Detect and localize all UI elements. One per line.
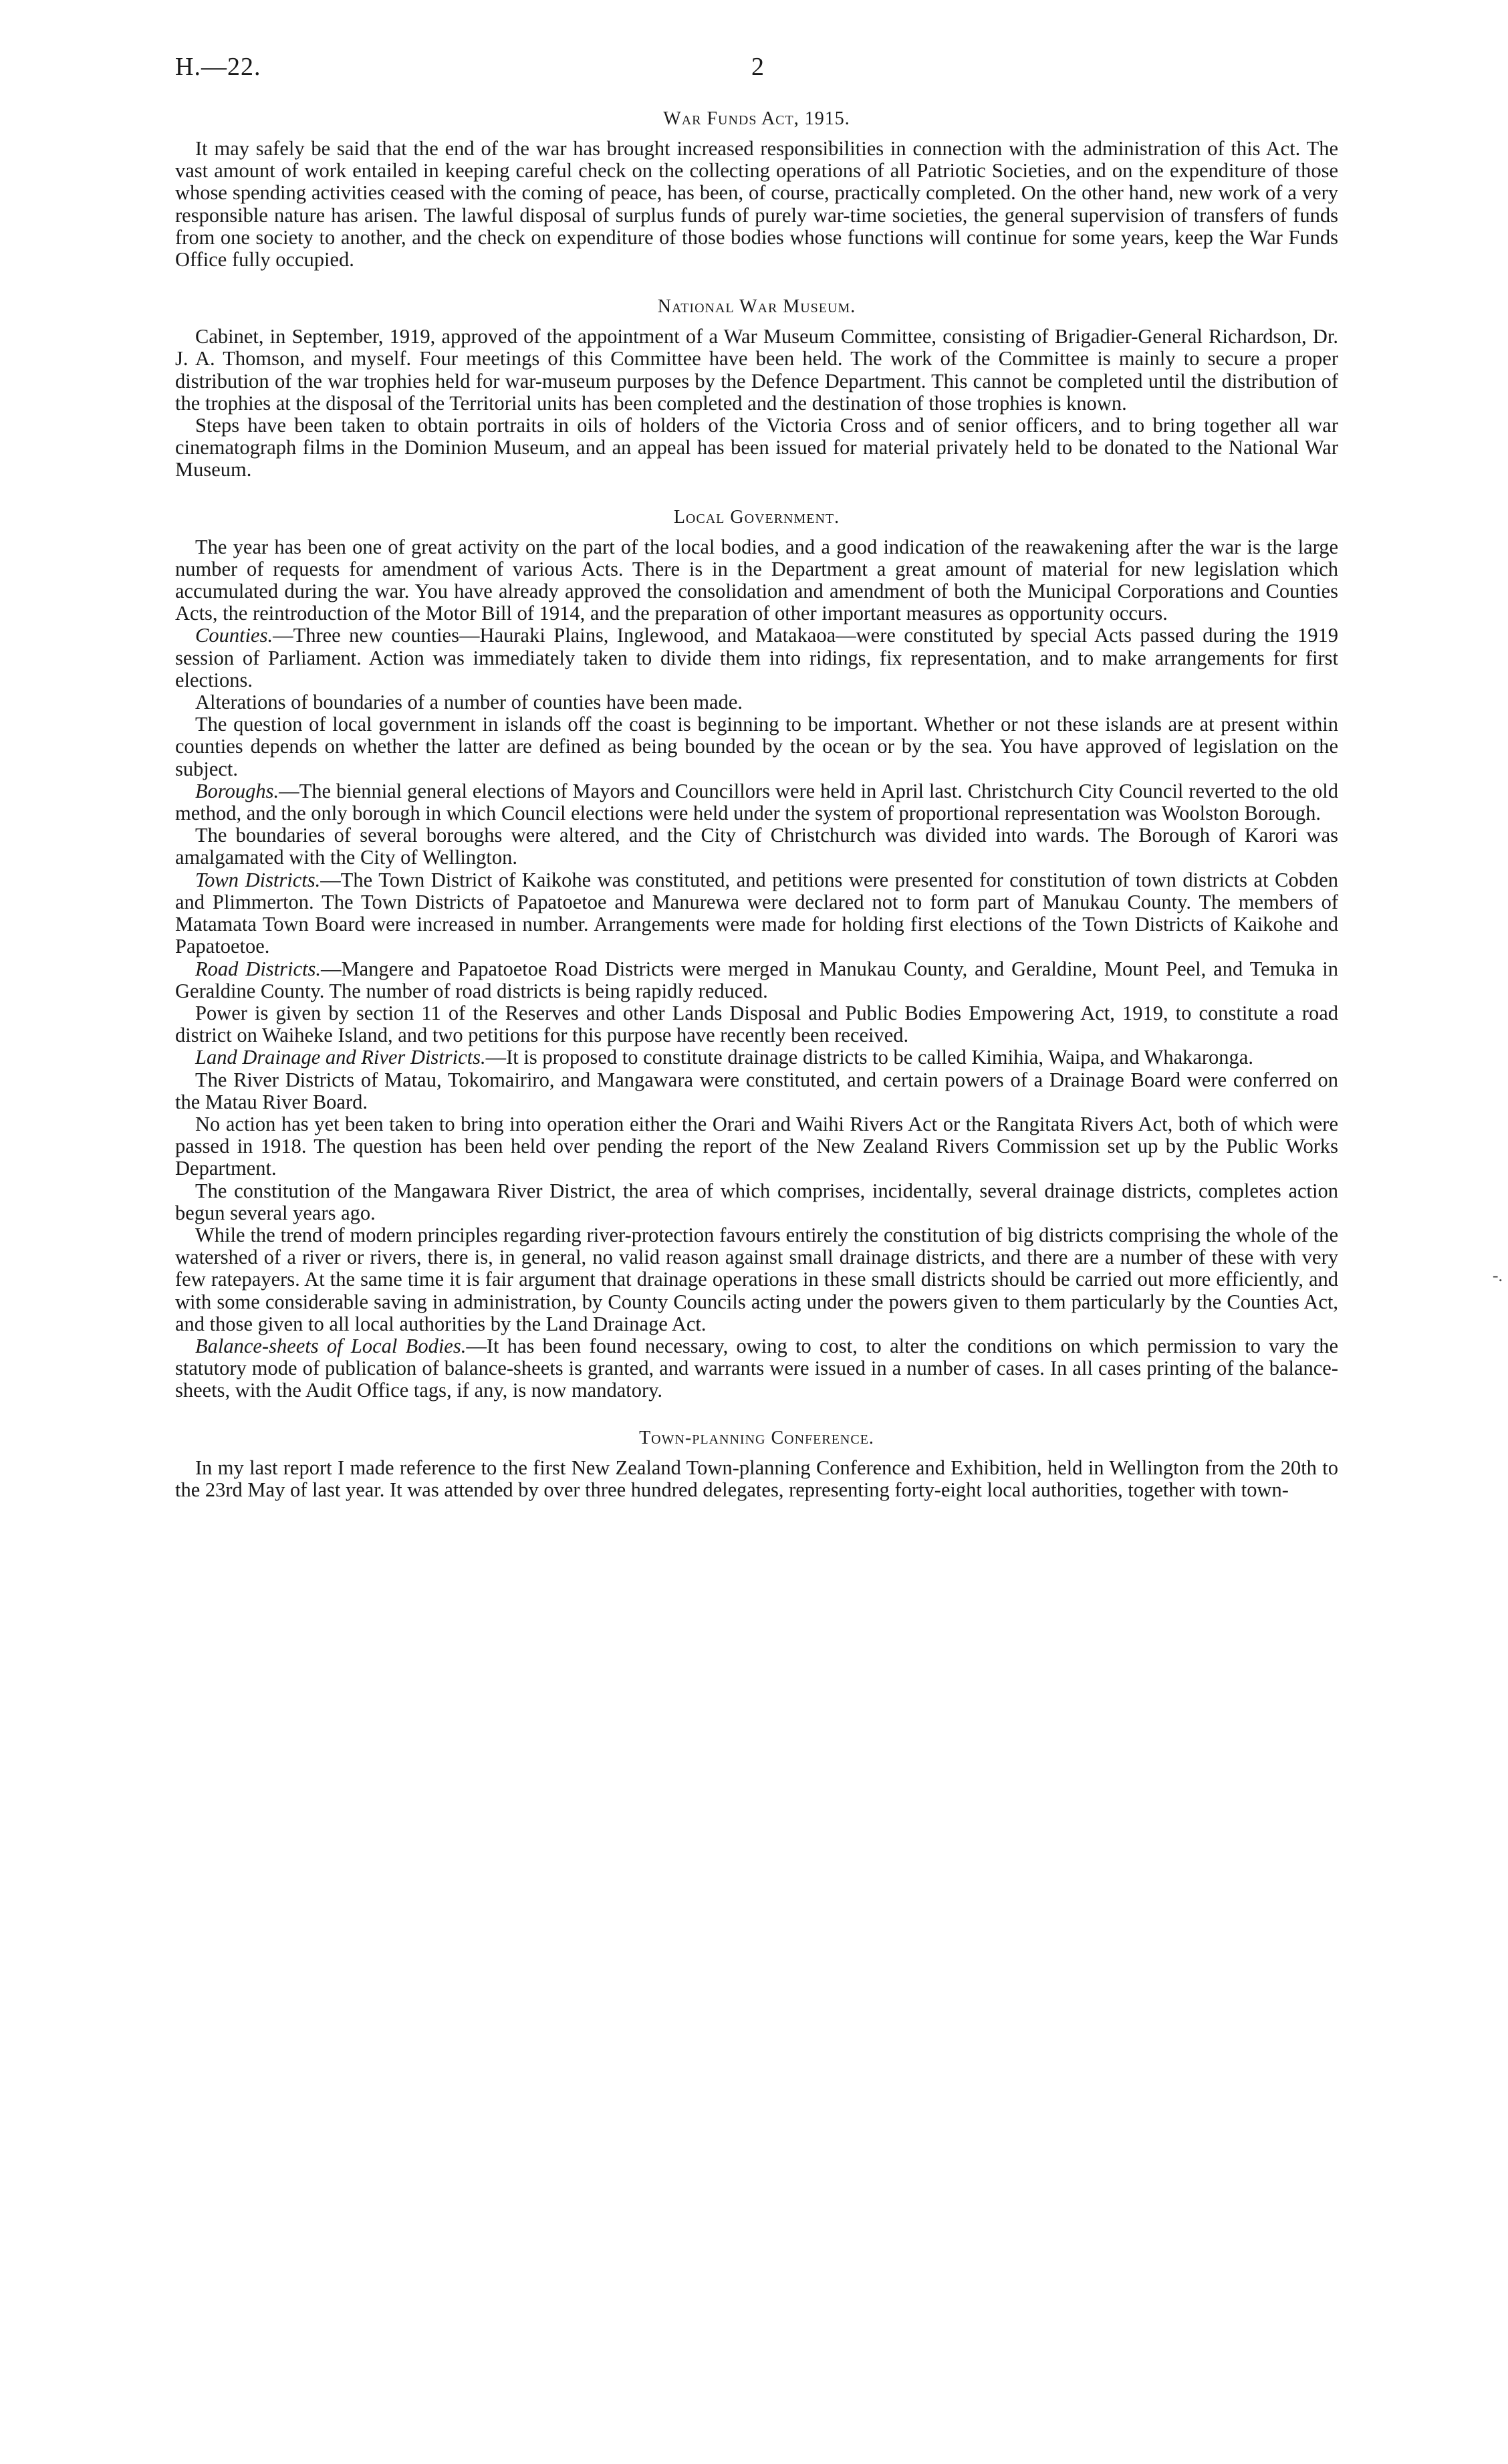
- section-heading: National War Museum.: [657, 296, 856, 318]
- paragraph: [175, 824, 1338, 869]
- paragraph: [175, 713, 1338, 780]
- paragraph-text: The year has been one of great activity on the part of the local bodies, and a good indication of the reawakening after the war is the large number of requests for amendment of various Acts. There is in the Department a great amount of material for new legislation which accumulated during the war. You have already approved the consolidation and amendment of both the Municipal Corporations and Counties Acts, the reintroduction of the Motor Bill of 1914, and the preparation of other important measures as opportunity occurs.: [175, 535, 1338, 625]
- paragraph: [175, 625, 1338, 691]
- paragraph-subheading: Counties.: [195, 624, 273, 647]
- paragraph-text: While the trend of modern principles regarding river-protection favours entirely the constitution of big districts comprising the whole of the watershed of a river or rivers, there is, in general, no valid reason against small drainage districts, and there are a number of these with very few ratepayers. At the same time it is fair argument that drainage operations in these small districts should be carried out more efficiently, and with some considerable saving in administration, by County Councils acting under the powers given to them particularly by the Counties Act, and those given to all local authorities by the Land Drainage Act.: [175, 1223, 1338, 1335]
- paragraph-subheading: Road Districts.: [195, 957, 321, 980]
- section: [175, 1425, 1338, 1501]
- paragraph: [175, 1457, 1338, 1501]
- paragraph-text: It may safely be said that the end of the war has brought increased responsibilities in connection with the administration of this Act. The vast amount of work entailed in keeping careful check on the collecting operations of all Patriotic Societies, and on the expenditure of those whose spending activities ceased with the coming of peace, has been, of course, practically completed. On the other hand, new work of a very responsible nature has arisen. The lawful disposal of surplus funds of purely war-time societies, the general supervision of transfers of funds from one society to another, and the check on expenditure of those bodies whose functions will continue for some years, keep the War Funds Office fully occupied.: [175, 137, 1338, 271]
- paragraph-subheading: Boroughs.: [195, 779, 279, 802]
- paragraph: [175, 869, 1338, 958]
- paragraph: [175, 1180, 1338, 1224]
- paragraph-text: —Three new counties—Hauraki Plains, Inglewood, and Matakaoa—were constituted by special Acts passed during the 1919 session of Parliament. Action was immediately taken to divide them into ridings, fix representation, and to make arrangements for first elections.: [175, 624, 1338, 691]
- paragraph: [175, 780, 1338, 824]
- paragraph-text: —The Town District of Kaikohe was constituted, and petitions were presented for constitution of town districts at Cobden and Plimmerton. The Town Districts of Papatoetoe and Manurewa were declared not to form part of Manukau County. The members of Matamata Town Board were increased in number. Arrangements were made for holding first elections of the Town Districts of Kaikohe and Papatoetoe.: [175, 868, 1338, 958]
- paragraph-subheading: Balance-sheets of Local Bodies.: [195, 1334, 467, 1357]
- margin-mark: -.: [1492, 1266, 1503, 1285]
- paragraph-text: The River Districts of Matau, Tokomairiro, and Mangawara were constituted, and certain powers of a Drainage Board were conferred on the Matau River Board.: [175, 1068, 1338, 1113]
- paragraph-text: —It has been found necessary, owing to cost, to alter the conditions on which permission to vary the statutory mode of publication of balance-sheets is granted, and warrants were issued in a number of cases. In all cases printing of the balance-sheets, with the Audit Office tags, if any, is now mandatory.: [175, 1334, 1338, 1402]
- document-body: [175, 106, 1338, 1501]
- paragraph-text: The boundaries of several boroughs were altered, and the City of Christchurch was divided into wards. The Borough of Karori was amalgamated with the City of Wellington.: [175, 824, 1338, 869]
- section-spacer: [175, 1402, 1338, 1425]
- paragraph: [175, 415, 1338, 481]
- paragraph: [175, 326, 1338, 415]
- paragraph-text: The constitution of the Mangawara River District, the area of which comprises, incidentally, several drainage districts, completes action begun several years ago.: [175, 1179, 1338, 1224]
- section: [175, 504, 1338, 1402]
- paragraph: [175, 1224, 1338, 1335]
- paragraph: [175, 1002, 1338, 1046]
- paragraph: [175, 1069, 1338, 1113]
- paragraph-text: In my last report I made reference to the first New Zealand Town-planning Conference and Exhibition, held in Wellington from the 20th to the 23rd May of last year. It was attended by over three hundred delegates, representing forty-eight local authorities, together with town-: [175, 1456, 1338, 1501]
- section-spacer: [175, 481, 1338, 504]
- section-heading: Local Government.: [673, 506, 840, 528]
- paragraph-text: Cabinet, in September, 1919, approved of the appointment of a War Museum Committee, consisting of Brigadier-General Richardson, Dr. J. A. Thomson, and myself. Four meetings of this Committee have been held. The work of the Committee is mainly to secure a proper distribution of the war trophies held for war-museum purposes by the Defence Department. This cannot be completed until the distribution of the trophies at the disposal of the Territorial units has been completed and the destination of those trophies is known.: [175, 325, 1338, 415]
- paragraph-text: —Mangere and Papatoetoe Road Districts were merged in Manukau County, and Geraldine, Mount Peel, and Temuka in Geraldine County. The number of road districts is being rapidly reduced.: [175, 957, 1339, 1002]
- paragraph: [175, 958, 1338, 1002]
- page-number: 2: [751, 53, 764, 81]
- page-header: [175, 52, 1338, 92]
- section-heading: Town-planning Conference.: [639, 1427, 874, 1448]
- paragraph: [175, 1335, 1338, 1402]
- paragraph: [175, 691, 1338, 713]
- paragraph-subheading: Town Districts.: [195, 868, 321, 891]
- section-spacer: [175, 271, 1338, 294]
- paragraph-subheading: Land Drainage and River Districts.: [195, 1046, 486, 1069]
- paragraph: [175, 138, 1338, 271]
- paragraph-text: Steps have been taken to obtain portraits in oils of holders of the Victoria Cross and of senior officers, and to bring together all war cinematograph films in the Dominion Museum, and an appeal has been issued for material privately held to be donated to the National War Museum.: [175, 414, 1338, 481]
- section-heading: War Funds Act, 1915.: [663, 108, 850, 129]
- paragraph-text: —The biennial general elections of Mayors and Councillors were held in April last. Christchurch City Council reverted to the old method, and the only borough in which Council elections were held under the system of proportional representation was Woolston Borough.: [175, 779, 1338, 825]
- paragraph: [175, 1113, 1338, 1180]
- paragraph-text: —It is proposed to constitute drainage districts to be called Kimihia, Waipa, and Whakaronga.: [485, 1046, 1253, 1069]
- paragraph: [175, 1046, 1338, 1069]
- paragraph-text: Power is given by section 11 of the Reserves and other Lands Disposal and Public Bodies Empowering Act, 1919, to constitute a road district on Waiheke Island, and two petitions for this purpose have recently been received.: [175, 1001, 1338, 1047]
- section: [175, 294, 1338, 481]
- paragraph-text: Alterations of boundaries of a number of counties have been made.: [195, 691, 743, 714]
- paragraph-text: The question of local government in islands off the coast is beginning to be important. Whether or not these islands are at present within counties depends on whether the latter are defined as being bounded by the ocean or by the sea. You have approved of legislation on the subject.: [175, 713, 1338, 780]
- paragraph-text: No action has yet been taken to bring into operation either the Orari and Waihi Rivers Act or the Rangitata Rivers Act, both of which were passed in 1918. The question has been held over pending the report of the New Zealand Rivers Commission set up by the Public Works Department.: [175, 1112, 1338, 1180]
- document-reference: H.—22.: [175, 53, 261, 81]
- paragraph: [175, 536, 1338, 625]
- section: [175, 106, 1338, 271]
